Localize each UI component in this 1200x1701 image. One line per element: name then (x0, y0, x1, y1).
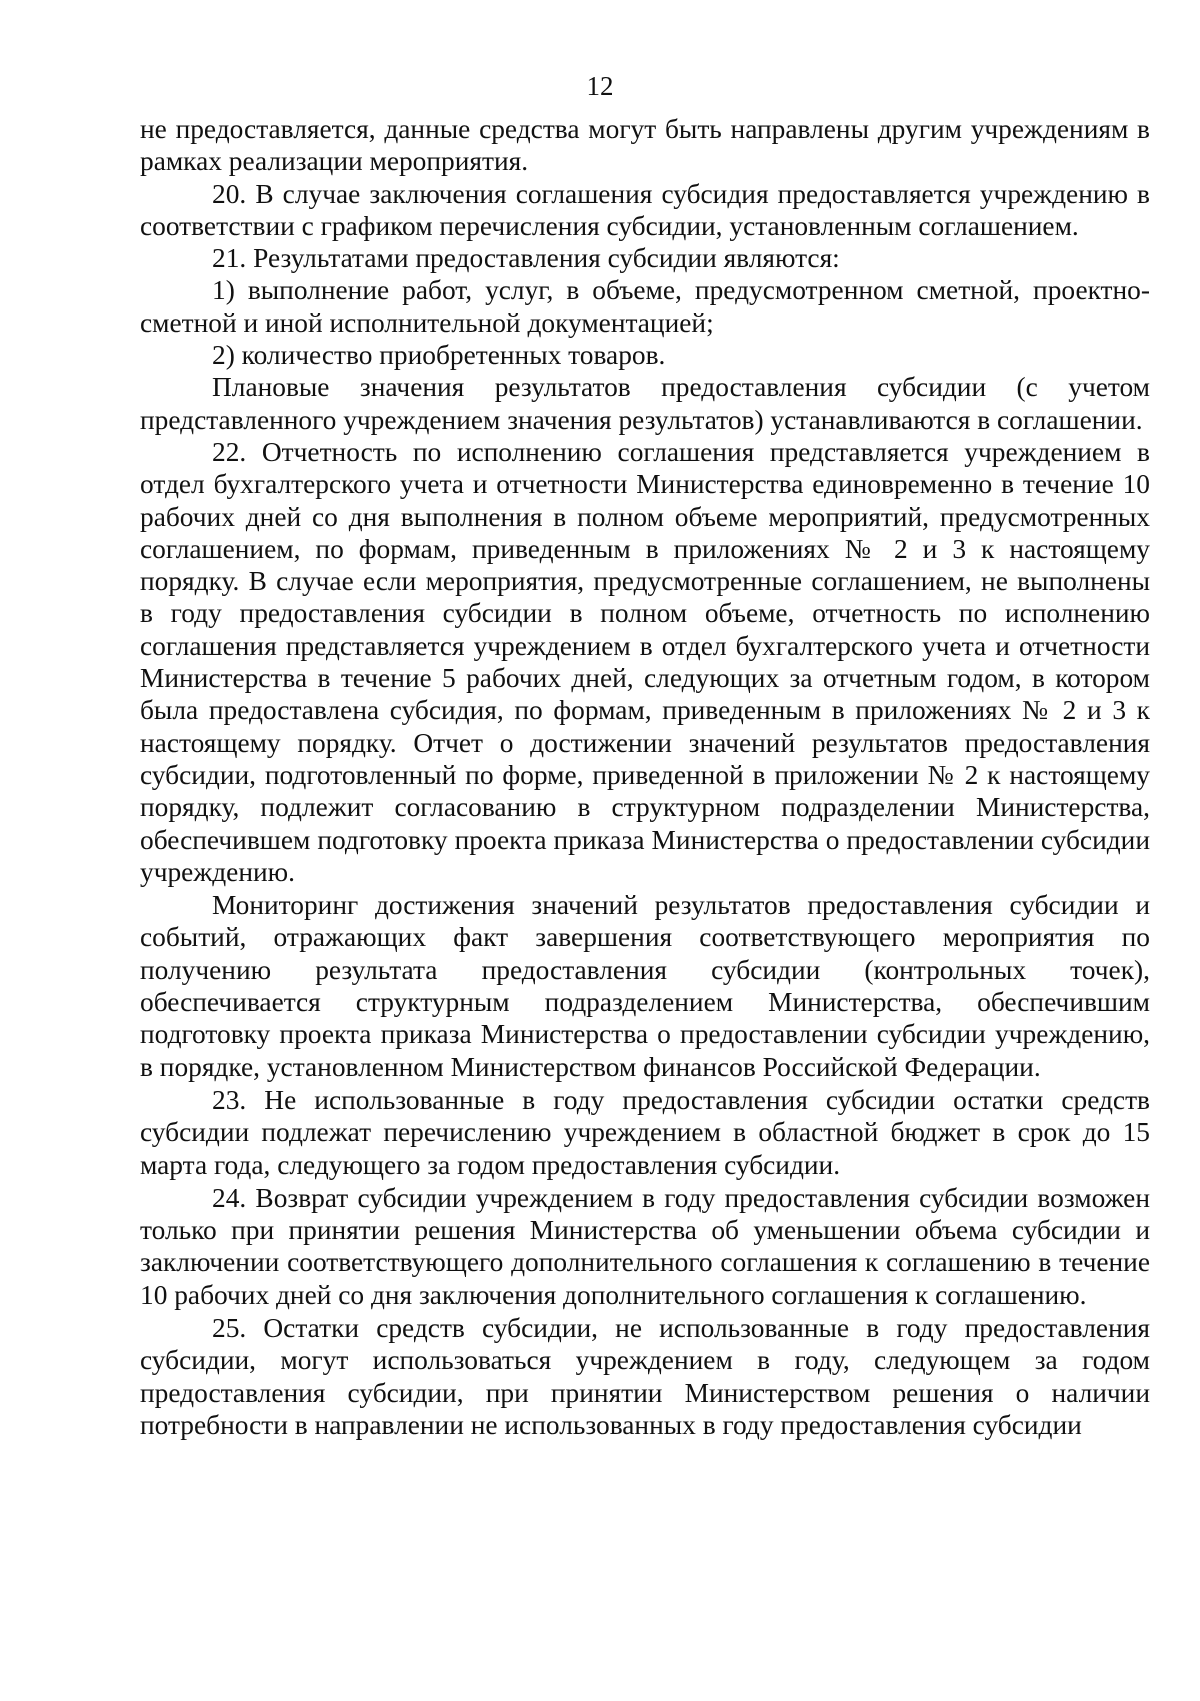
paragraph-21: 21. Результатами предоставления субсидии являются: (212, 243, 840, 274)
paragraph-23: 23. Не использованные в году предоставления субсидии остатки средств субсидии подлежат перечислению учреждением в областной бюджет в срок до 15 марта года, следующего за годом предоставления субсидии. (140, 1084, 1150, 1180)
document-body (140, 113, 1150, 1441)
paragraph-monitoring: Мониторинг достижения значений результатов предоставления субсидии и событий, отражающих факт завершения соответствующего мероприятия по получению результата предоставления субсидии (контрольных точек), обеспечивается структурным подразделением Министерства, обеспечившим подготовку проекта приказа Министерства о предоставлении субсидии учреждению, в порядке, установленном Министерством финансов Российской Федерации. (140, 890, 1150, 1082)
paragraph-22: 22. Отчетность по исполнению соглашения представляется учреждением в отдел бухгалтерского учета и отчетности Министерства единовременно в течение 10 рабочих дней со дня выполнения в полном объеме мероприятий, предусмотренных соглашением, по формам, приведенным в приложениях № 2 и 3 к настоящему порядку. В случае если мероприятия, предусмотренные соглашением, не выполнены в году предоставления субсидии в полном объеме, отчетность по исполнению соглашения представляется учреждением в отдел бухгалтерского учета и отчетности Министерства в течение 5 рабочих дней, следующих за отчетным годом, в котором была предоставлена субсидия, по формам, приведенным в приложениях № 2 и 3 к настоящему порядку. Отчет о достижении значений результатов предоставления субсидии, подготовленный по форме, приведенной в приложении № 2 к настоящему порядку, подлежит согласованию в структурном подразделении Министерства, обеспечившем подготовку проекта приказа Министерства о предоставлении субсидии учреждению. (140, 436, 1150, 887)
paragraph-25: 25. Остатки средств субсидии, не использованные в году предоставления субсидии, могут использоваться учреждением в году, следующем за годом предоставления субсидии, при принятии Министерством решения о наличии потребности в направлении не использованных в году предоставления субсидии (140, 1312, 1150, 1440)
paragraph-21-item-1: 1) выполнение работ, услуг, в объеме, предусмотренном сметной, проектно-сметной и иной исполнительной документацией; (140, 275, 1150, 338)
paragraph-24: 24. Возврат субсидии учреждением в году предоставления субсидии возможен только при принятии решения Министерства об уменьшении объема субсидии и заключении соответствующего дополнительного соглашения к соглашению в течение 10 рабочих дней со дня заключения дополнительного соглашения к соглашению. (140, 1182, 1150, 1310)
page-number: 12 (586, 71, 614, 101)
paragraph-20: 20. В случае заключения соглашения субсидия предоставляется учреждению в соответствии с графиком перечисления субсидии, установленным соглашением. (140, 178, 1150, 241)
paragraph-21-item-2: 2) количество приобретенных товаров. (212, 340, 666, 371)
paragraph-planned-values: Плановые значения результатов предоставления субсидии (с учетом представленного учреждением значения результатов) устанавливаются в соглашении. (140, 372, 1150, 435)
paragraph-continuation: не предоставляется, данные средства могут быть направлены другим учреждениям в рамках реализации мероприятия. (140, 114, 1150, 177)
